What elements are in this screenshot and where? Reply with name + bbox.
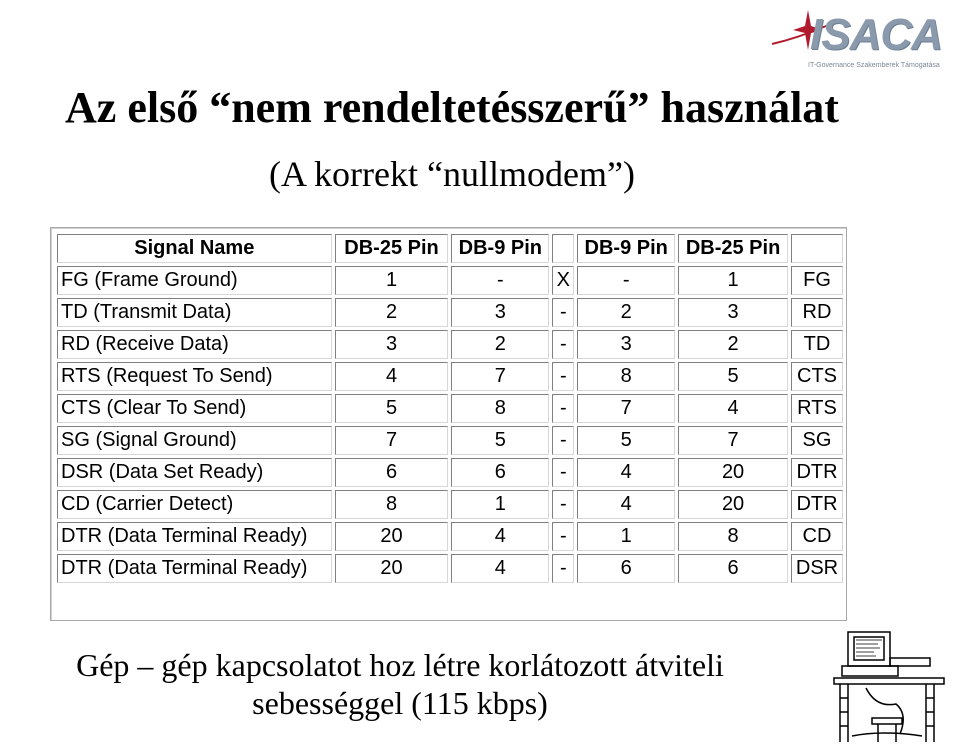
cell-link: - [552, 490, 574, 519]
cell-db9-pin-right: 4 [577, 458, 675, 487]
cell-db9-pin-left: 3 [451, 298, 549, 327]
cell-link: - [552, 426, 574, 455]
cell-db9-pin-left: 8 [451, 394, 549, 423]
cell-db25-pin-left: 20 [335, 554, 449, 583]
table-row [57, 266, 843, 295]
cell-db9-pin-left: - [451, 266, 549, 295]
cell-db9-pin-left: 7 [451, 362, 549, 391]
cell-db25-pin-left: 7 [335, 426, 449, 455]
header-db25-pin-left: DB-25 Pin [335, 234, 449, 263]
cell-signal-name: DTR (Data Terminal Ready) [57, 554, 332, 583]
cell-remote-signal: SG [791, 426, 843, 455]
cell-db9-pin-right: - [577, 266, 675, 295]
cell-db9-pin-right: 7 [577, 394, 675, 423]
table-row [57, 426, 843, 455]
table-row [57, 490, 843, 519]
slide-title: Az első “nem rendeltetésszerű” használat [65, 83, 839, 132]
cell-db25-pin-left: 5 [335, 394, 449, 423]
cell-db9-pin-left: 5 [451, 426, 549, 455]
cell-link: - [552, 298, 574, 327]
cell-remote-signal: DTR [791, 490, 843, 519]
cell-db9-pin-right: 1 [577, 522, 675, 551]
table-row [57, 394, 843, 423]
cell-signal-name: CD (Carrier Detect) [57, 490, 332, 519]
cell-db25-pin-right: 20 [678, 458, 788, 487]
cell-link: X [552, 266, 574, 295]
cell-link: - [552, 394, 574, 423]
cell-signal-name: TD (Transmit Data) [57, 298, 332, 327]
cell-link: - [552, 522, 574, 551]
cell-db25-pin-left: 4 [335, 362, 449, 391]
cell-db9-pin-right: 3 [577, 330, 675, 359]
cell-remote-signal: CTS [791, 362, 843, 391]
cell-link: - [552, 458, 574, 487]
cell-signal-name: SG (Signal Ground) [57, 426, 332, 455]
cell-remote-signal: TD [791, 330, 843, 359]
cell-db25-pin-right: 6 [678, 554, 788, 583]
cell-db25-pin-left: 6 [335, 458, 449, 487]
isaca-logo [768, 4, 954, 76]
cell-db9-pin-left: 4 [451, 554, 549, 583]
table-row [57, 298, 843, 327]
logo-tagline: IT-Governance Szakemberek Támogatása [808, 62, 940, 69]
cell-db25-pin-left: 3 [335, 330, 449, 359]
cell-db9-pin-right: 5 [577, 426, 675, 455]
table-row [57, 554, 843, 583]
cell-db25-pin-left: 20 [335, 522, 449, 551]
cell-db25-pin-left: 2 [335, 298, 449, 327]
caption-line-1: Gép – gép kapcsolatot hoz létre korlátozott átviteli [76, 647, 724, 683]
cell-db9-pin-left: 2 [451, 330, 549, 359]
cell-db25-pin-right: 20 [678, 490, 788, 519]
caption-line-2: sebességgel (115 kbps) [252, 685, 548, 721]
cell-db9-pin-right: 4 [577, 490, 675, 519]
cell-db9-pin-left: 6 [451, 458, 549, 487]
nullmodem-table-frame [50, 227, 847, 621]
table-row [57, 522, 843, 551]
cell-signal-name: RD (Receive Data) [57, 330, 332, 359]
table-row [57, 362, 843, 391]
cell-db25-pin-left: 1 [335, 266, 449, 295]
cell-signal-name: FG (Frame Ground) [57, 266, 332, 295]
cell-remote-signal: RTS [791, 394, 843, 423]
cell-signal-name: DTR (Data Terminal Ready) [57, 522, 332, 551]
cell-db25-pin-right: 5 [678, 362, 788, 391]
computer-desk-icon [826, 628, 952, 748]
slide-caption [0, 646, 800, 722]
cell-signal-name: CTS (Clear To Send) [57, 394, 332, 423]
cell-db25-pin-right: 8 [678, 522, 788, 551]
table-row [57, 330, 843, 359]
header-db9-pin-right: DB-9 Pin [577, 234, 675, 263]
cell-remote-signal: DSR [791, 554, 843, 583]
logo-wordmark: ISACA [810, 10, 942, 59]
slide-subtitle: (A korrekt “nullmodem”) [269, 154, 635, 194]
header-link [552, 234, 574, 263]
cell-signal-name: RTS (Request To Send) [57, 362, 332, 391]
nullmodem-pinout-table [54, 231, 846, 586]
header-remote-signal [791, 234, 843, 263]
cell-remote-signal: CD [791, 522, 843, 551]
header-db9-pin-left: DB-9 Pin [451, 234, 549, 263]
cell-remote-signal: DTR [791, 458, 843, 487]
cell-link: - [552, 362, 574, 391]
cell-db9-pin-right: 2 [577, 298, 675, 327]
cell-db25-pin-left: 8 [335, 490, 449, 519]
cell-db25-pin-right: 1 [678, 266, 788, 295]
cell-remote-signal: FG [791, 266, 843, 295]
cell-link: - [552, 554, 574, 583]
cell-db9-pin-left: 4 [451, 522, 549, 551]
cell-db25-pin-right: 3 [678, 298, 788, 327]
header-db25-pin-right: DB-25 Pin [678, 234, 788, 263]
cell-db25-pin-right: 4 [678, 394, 788, 423]
cell-db25-pin-right: 7 [678, 426, 788, 455]
cell-signal-name: DSR (Data Set Ready) [57, 458, 332, 487]
table-header-row [57, 234, 843, 263]
cell-link: - [552, 330, 574, 359]
cell-db9-pin-right: 6 [577, 554, 675, 583]
cell-db9-pin-right: 8 [577, 362, 675, 391]
cell-db25-pin-right: 2 [678, 330, 788, 359]
cell-remote-signal: RD [791, 298, 843, 327]
cell-db9-pin-left: 1 [451, 490, 549, 519]
header-signal-name: Signal Name [57, 234, 332, 263]
table-row [57, 458, 843, 487]
